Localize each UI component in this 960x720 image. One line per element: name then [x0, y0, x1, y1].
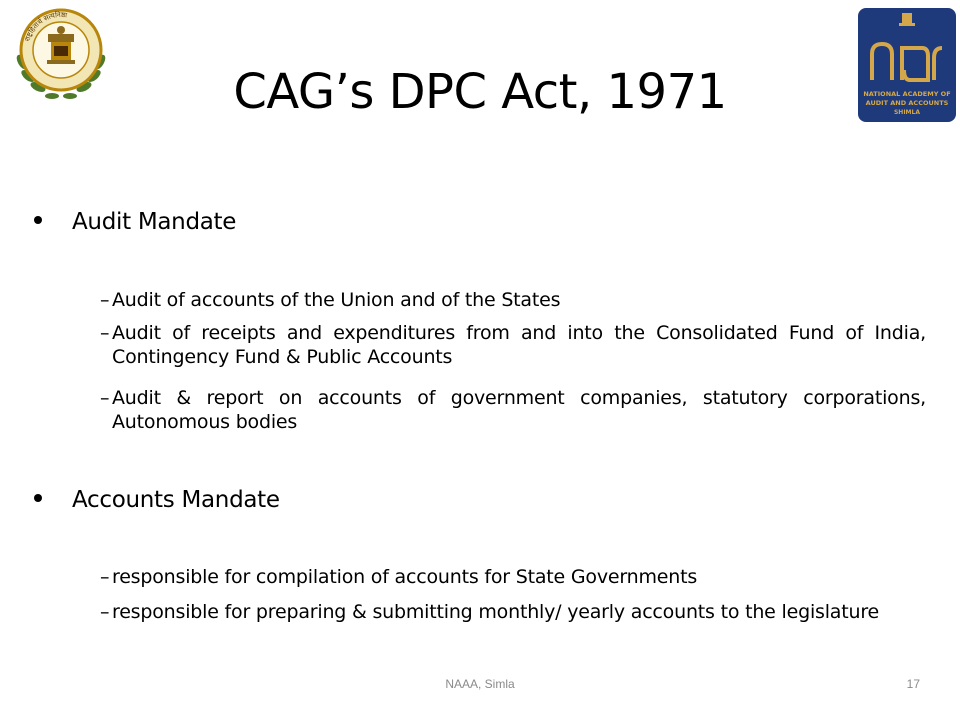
- section-heading-accounts-mandate: [34, 484, 280, 516]
- dash-marker: –: [100, 387, 110, 409]
- page-number: 17: [906, 677, 920, 691]
- list-item-text: responsible for preparing & submitting monthly/ yearly accounts to the legislature: [112, 601, 880, 623]
- naaa-logo-line-1: NATIONAL ACADEMY OF: [863, 90, 951, 98]
- slide-title: CAG’s DPC Act, 1971: [233, 64, 727, 120]
- list-item-text: responsible for compilation of accounts for State Governments: [112, 566, 698, 588]
- list-item: [100, 600, 926, 624]
- list-item-text: Audit & report on accounts of government companies, statutory corporations, Autonomous bodies: [112, 387, 926, 433]
- list-item-text: Audit of accounts of the Union and of the States: [112, 289, 561, 311]
- list-item: [100, 386, 926, 434]
- bullet-dot: [34, 494, 42, 502]
- svg-text:राष्ट्रहितार्थ सत्यनिष्ठा: राष्ट्रहितार्थ सत्यनिष्ठा: [23, 10, 68, 43]
- list-item-text: Audit of receipts and expenditures from and into the Consolidated Fund of India, Contingency Fund & Public Accounts: [112, 322, 926, 368]
- list-item: [100, 288, 926, 312]
- dash-marker: –: [100, 322, 110, 344]
- dash-marker: –: [100, 289, 110, 311]
- dash-marker: –: [100, 566, 110, 588]
- list-item: [100, 321, 926, 369]
- dash-marker: –: [100, 601, 110, 623]
- footer-text: NAAA, Simla: [445, 677, 515, 691]
- naaa-logo-line-2: AUDIT AND ACCOUNTS: [865, 99, 949, 107]
- section-heading-text: Audit Mandate: [72, 209, 237, 235]
- section-heading-text: Accounts Mandate: [72, 487, 280, 513]
- list-item: [100, 565, 926, 589]
- naaa-logo-line-3: SHIMLA: [893, 109, 921, 116]
- bullet-dot: [34, 216, 42, 224]
- section-heading-audit-mandate: [34, 206, 236, 238]
